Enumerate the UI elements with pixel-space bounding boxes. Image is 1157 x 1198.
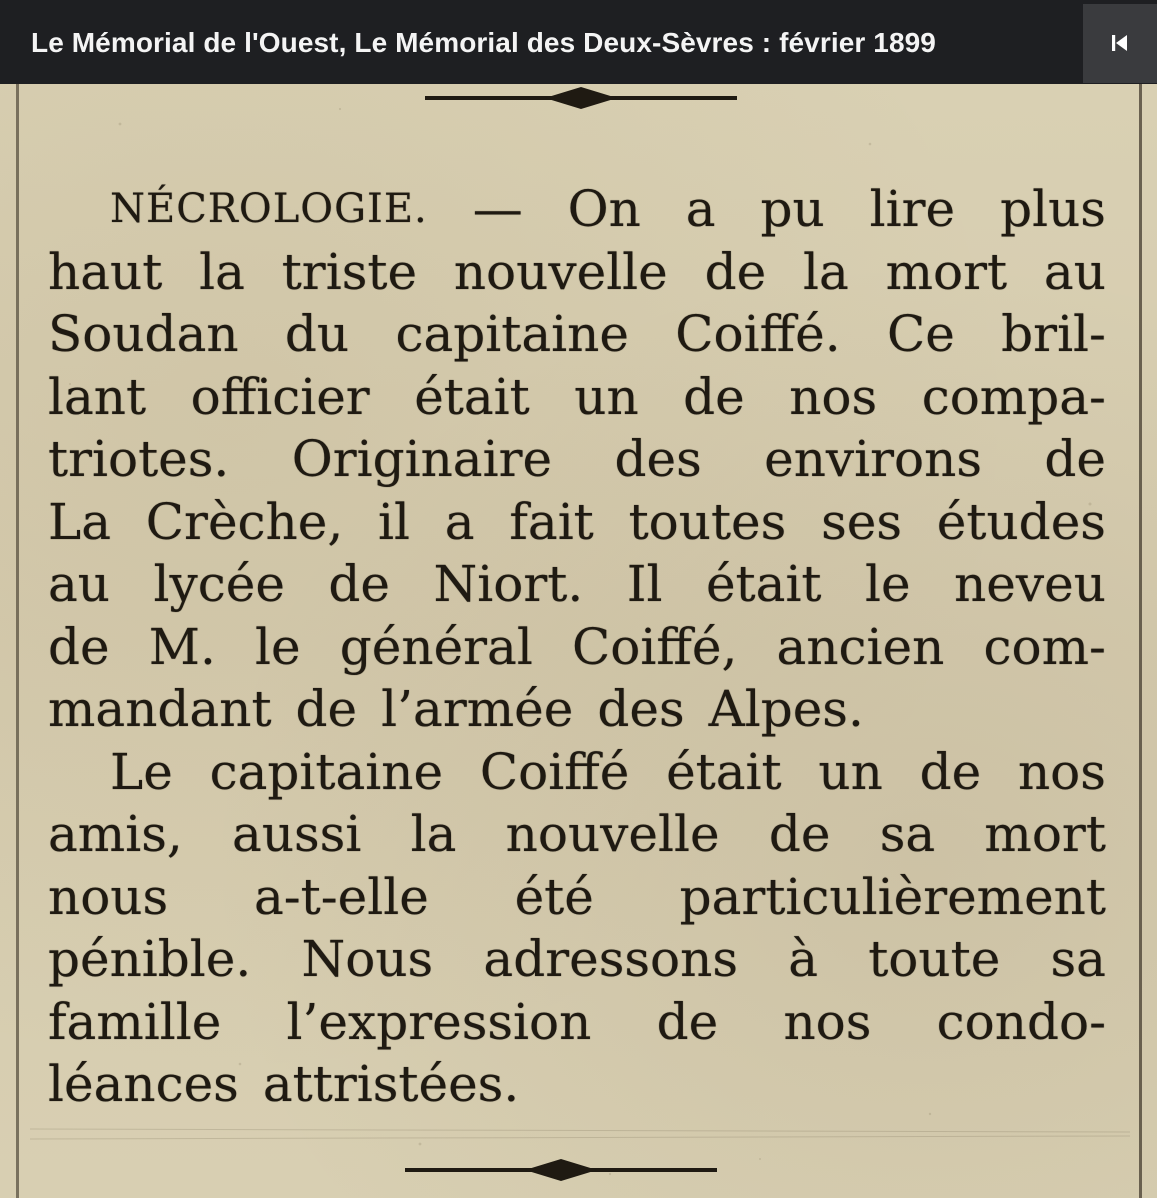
- top-bar: [0, 0, 1157, 84]
- word: a: [444, 492, 475, 551]
- word: capitaine: [395, 305, 629, 363]
- word: Coiffé: [479, 742, 630, 801]
- word: de: [48, 617, 110, 676]
- word: Coiffé,: [572, 617, 738, 676]
- word: des: [597, 680, 685, 738]
- word: au: [48, 555, 111, 613]
- word: de: [295, 680, 358, 738]
- word: toutes: [628, 492, 787, 551]
- word: condo-: [936, 992, 1106, 1051]
- word: études: [936, 492, 1106, 551]
- word: un: [818, 742, 883, 801]
- word: lant: [48, 367, 147, 426]
- word: plus: [1000, 180, 1106, 238]
- word: lycée: [153, 555, 285, 613]
- word: capitaine: [209, 742, 444, 801]
- word: la: [199, 242, 245, 301]
- word: pénible.: [48, 930, 252, 988]
- bottom-ornament-rule: [405, 1158, 717, 1182]
- word: était: [705, 555, 822, 613]
- word: a-t-elle: [253, 867, 429, 926]
- word: famille: [48, 992, 222, 1051]
- word: Il: [626, 555, 663, 613]
- word: l’armée: [381, 680, 574, 738]
- word: officier: [190, 367, 370, 426]
- word: Ce: [886, 305, 955, 363]
- word: toute: [868, 930, 1001, 988]
- word: nouvelle: [453, 242, 668, 301]
- word: des: [614, 430, 702, 488]
- word: nos: [783, 992, 872, 1051]
- word: à: [788, 930, 819, 988]
- word: attristées.: [262, 1055, 520, 1113]
- word: nouvelle: [505, 805, 720, 863]
- top-ornament-rule: [425, 86, 737, 110]
- word: de: [704, 242, 767, 301]
- word: environs: [764, 430, 983, 488]
- word: compa-: [921, 367, 1106, 426]
- word: particulièrement: [679, 867, 1106, 926]
- first-page-button[interactable]: [1083, 4, 1157, 83]
- word: nos: [789, 367, 878, 426]
- article-line: [48, 178, 1106, 241]
- word: Alpes.: [708, 680, 864, 738]
- article-line: [48, 928, 1106, 991]
- word: de: [919, 742, 982, 801]
- article-line: [48, 366, 1106, 429]
- word: était: [414, 367, 530, 426]
- article-line: [48, 241, 1106, 304]
- article-line: [48, 1053, 1106, 1116]
- word: il: [378, 492, 410, 551]
- article-line: [48, 741, 1106, 804]
- word: était: [666, 742, 782, 801]
- article-line: [48, 803, 1106, 866]
- word: mort: [885, 242, 1008, 301]
- word: triste: [281, 242, 418, 301]
- article-line: [48, 428, 1106, 491]
- article-line: [48, 553, 1106, 616]
- word: de: [328, 555, 391, 613]
- necrology-article: [48, 178, 1106, 1116]
- word: du: [284, 305, 350, 363]
- word: nous: [48, 867, 169, 926]
- article-line: [48, 991, 1106, 1054]
- word: ancien: [776, 617, 945, 676]
- word: Originaire: [291, 430, 553, 488]
- word: le: [255, 617, 301, 676]
- word: Soudan: [48, 305, 239, 363]
- word: mandant: [48, 680, 272, 738]
- word: de: [1044, 430, 1106, 488]
- word: ses: [821, 492, 903, 551]
- article-line: [48, 866, 1106, 929]
- word: amis,: [48, 805, 183, 863]
- document-title: Le Mémorial de l'Ouest, Le Mémorial des Deux-Sèvres : février 1899: [31, 27, 936, 58]
- article-line: [48, 616, 1106, 679]
- article-heading: NÉCROLOGIE.: [110, 186, 428, 232]
- word: a: [685, 180, 716, 238]
- word: On: [567, 180, 641, 238]
- word: été: [514, 867, 594, 926]
- word: Coiffé.: [675, 305, 841, 363]
- word: haut: [48, 242, 163, 301]
- word: un: [574, 367, 639, 426]
- article-line: [48, 491, 1106, 554]
- word: au: [1043, 242, 1106, 301]
- skip-back-icon: [1110, 33, 1130, 53]
- article-line: [48, 678, 1106, 741]
- article-line: [48, 303, 1106, 366]
- word: léances: [48, 1055, 239, 1113]
- word: la: [802, 242, 849, 301]
- word: M.: [148, 617, 216, 676]
- word: Crèche,: [145, 492, 344, 551]
- word: l’expression: [286, 992, 592, 1051]
- column-rule-right: [1139, 84, 1142, 1198]
- word: mort: [984, 805, 1106, 863]
- word: neveu: [954, 555, 1106, 613]
- word: de: [656, 992, 719, 1051]
- word: triotes.: [48, 430, 230, 488]
- column-rule-left: [16, 84, 19, 1198]
- word: com-: [983, 617, 1106, 676]
- word: sa: [1050, 930, 1106, 988]
- word: lire: [869, 180, 956, 238]
- word: La: [48, 492, 112, 551]
- word: de: [683, 367, 745, 426]
- word: bril-: [1001, 305, 1106, 363]
- word: —: [472, 180, 523, 238]
- newspaper-scan: [0, 84, 1157, 1198]
- word: le: [865, 555, 911, 613]
- word: Nous: [301, 930, 434, 988]
- word: sa: [879, 805, 936, 863]
- word: aussi: [232, 805, 362, 863]
- word: la: [410, 805, 457, 863]
- word: de: [768, 805, 831, 863]
- word: Niort.: [433, 555, 584, 613]
- word: fait: [509, 492, 594, 551]
- word: Le: [110, 742, 173, 801]
- word: nos: [1017, 742, 1106, 801]
- word: pu: [760, 180, 825, 238]
- word: adressons: [483, 930, 738, 988]
- word: général: [339, 617, 533, 676]
